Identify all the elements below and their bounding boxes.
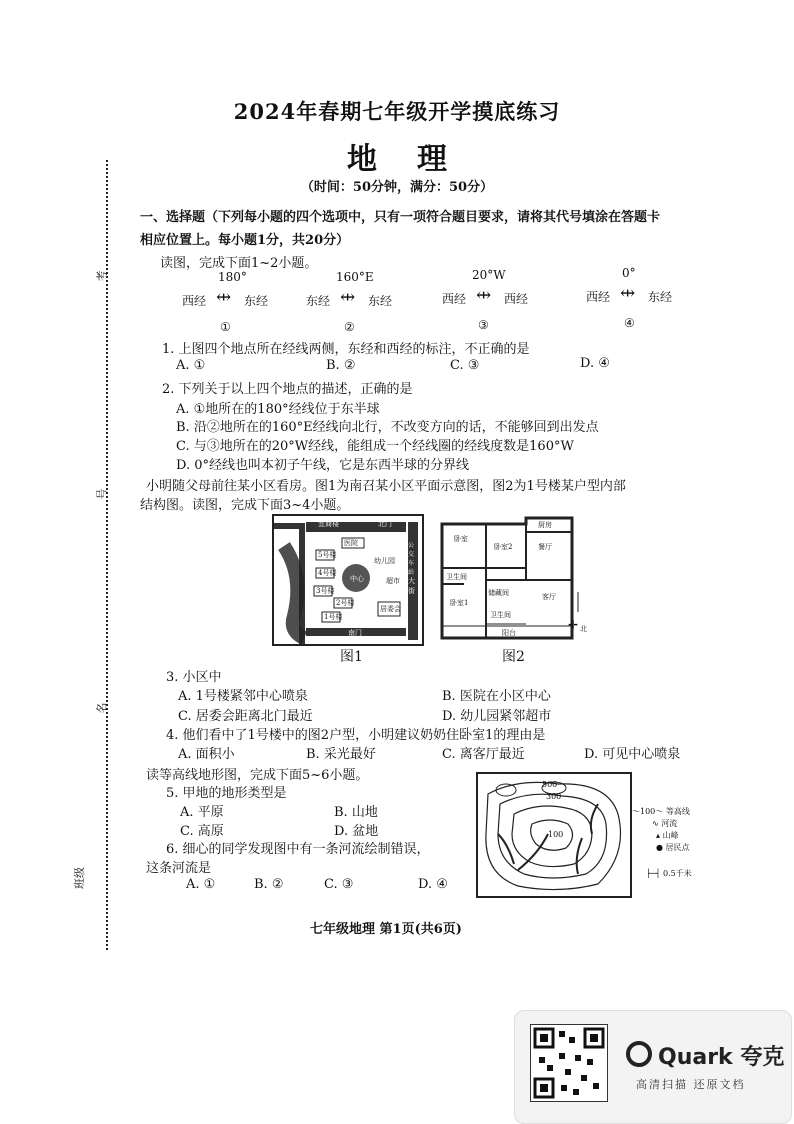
contour-value: 100	[548, 830, 564, 839]
page-footer: 七年级地理 第1页(共6页)	[310, 922, 462, 937]
q3-option-b: B. 医院在小区中心	[442, 689, 551, 704]
question-5-stem: 5. 甲地的地形类型是	[166, 786, 287, 801]
figure-1-caption: 图1	[340, 649, 363, 665]
question-6-stem-2: 这条河流是	[146, 861, 212, 876]
river-icon: ∿	[652, 819, 659, 828]
legend-contour-label: 等高线	[665, 807, 690, 816]
room-label: 客厅	[542, 593, 556, 601]
q5-option-d: D. 盆地	[334, 824, 379, 839]
room-label: 卧室	[454, 535, 468, 543]
compass-1	[172, 270, 282, 336]
q1-option-a: A. ①	[176, 358, 206, 373]
map-label: 幼儿园	[374, 557, 395, 565]
map-label: 居委会	[380, 605, 401, 613]
q5-option-a: A. 平原	[180, 805, 224, 820]
map-label: 2号楼	[336, 599, 355, 607]
west-east-label: 西经	[182, 294, 207, 308]
question-4-stem: 4. 他们看中了1号楼中的图2户型，小明建议奶奶住卧室1的理由是	[166, 728, 546, 743]
compass-4	[576, 266, 686, 332]
q2-option-b: B. 沿②地所在的160°E经线向北行，不改变方向的话，不能够回到出发点	[176, 420, 599, 435]
q1-option-c: C. ③	[450, 358, 480, 373]
map-label: 3号楼	[316, 587, 335, 595]
compass-3	[432, 268, 542, 334]
quark-tagline: 高清扫描 还原文档	[636, 1078, 746, 1091]
intro-3-4-line1: 小明随父母前往某小区看房。图1为南召某小区平面示意图，图2为1号楼某户型内部	[146, 479, 626, 494]
margin-mark: 考	[95, 270, 109, 282]
question-3-stem: 3. 小区中	[166, 670, 222, 685]
legend-river-label: 河流	[661, 819, 678, 828]
map-label: 4号楼	[318, 569, 337, 577]
qr-code-svg	[531, 1025, 607, 1101]
margin-mark: 名	[95, 702, 109, 714]
compass-2	[296, 270, 406, 336]
point-number: ③	[478, 318, 489, 332]
intro-5-6: 读等高线地形图，完成下面5~6小题。	[146, 768, 369, 783]
figure-2-floor-plan	[440, 514, 600, 642]
map-label: 公交车站	[408, 542, 415, 576]
room-label: 卧室1	[450, 599, 469, 607]
north-arrow-icon: ✛	[568, 618, 579, 632]
q6-option-a: A. ①	[186, 877, 216, 892]
q1-option-b: B. ②	[326, 358, 356, 373]
cross-arrow-icon: ⇹	[216, 287, 232, 308]
q5-option-b: B. 山地	[334, 805, 378, 820]
cross-arrow-icon: ⇹	[620, 283, 636, 304]
contour-value: 300	[546, 792, 562, 801]
west-east-label: 东经	[244, 294, 269, 308]
point-number: ①	[220, 320, 231, 334]
room-label: 阳台	[502, 629, 516, 637]
time-info: （时间：50分钟，满分：50分）	[300, 180, 494, 195]
room-label: 卫生间	[446, 573, 467, 581]
point-number: ②	[344, 320, 355, 334]
exam-title: 2024年春期七年级开学摸底练习	[233, 99, 561, 124]
q4-option-b: B. 采光最好	[306, 747, 376, 762]
q3-option-c: C. 居委会距离北门最近	[178, 709, 313, 724]
legend-peak	[632, 830, 702, 842]
q3-option-a: A. 1号楼紧邻中心喷泉	[178, 689, 308, 704]
meridian-label: 180°	[218, 270, 247, 284]
q3-option-d: D. 幼儿园紧邻超市	[442, 709, 552, 724]
figure-1-community-map	[272, 514, 424, 646]
margin-mark: 号	[95, 488, 109, 500]
q2-option-c: C. 与③地所在的20°W经线，能组成一个经线圈的经线度数是160°W	[176, 439, 574, 454]
question-1-stem: 1. 上图四个地点所在经线两侧，东经和西经的标注，不正确的是	[162, 342, 530, 357]
west-east-label: 西经	[586, 290, 611, 304]
contour-map	[476, 772, 632, 898]
q6-option-d: D. ④	[418, 877, 448, 892]
north-label: 北	[580, 625, 587, 633]
room-label: 储藏间	[488, 589, 509, 597]
contour-line-icon: 〜100〜	[632, 807, 664, 816]
q1-option-d: D. ④	[580, 356, 610, 371]
intro-3-4-line2: 结构图。读图，完成下面3~4小题。	[140, 498, 350, 513]
q6-option-c: C. ③	[324, 877, 354, 892]
map-label: 南门	[348, 629, 362, 637]
cross-arrow-icon: ⇹	[476, 285, 492, 306]
contour-value: 500	[542, 780, 558, 789]
west-east-label: 西经	[442, 292, 467, 306]
settlement-icon: ●	[656, 843, 663, 852]
section-heading-2: 相应位置上。每小题1分，共20分）	[140, 233, 350, 248]
quark-logo-icon	[626, 1041, 652, 1067]
meridian-label: 160°E	[336, 270, 374, 284]
subject-title: 地理	[347, 142, 487, 177]
west-east-label: 西经	[504, 292, 529, 306]
room-label: 厨房	[538, 521, 552, 529]
map-label: 1号楼	[324, 613, 343, 621]
west-east-label: 东经	[306, 294, 331, 308]
west-east-label: 东经	[368, 294, 393, 308]
map-label: 大街	[408, 577, 415, 595]
legend-peak-label: 山峰	[662, 831, 679, 840]
meridian-label: 0°	[622, 266, 636, 280]
map-label: 超市	[386, 577, 400, 585]
q6-option-b: B. ②	[254, 877, 284, 892]
room-label: 卫生间	[490, 611, 511, 619]
section-heading: 一、选择题（下列每小题的四个选项中，只有一项符合题目要求，请将其代号填涂在答题卡	[140, 210, 661, 225]
map-label: 北门	[378, 520, 392, 528]
peak-icon: ▴	[656, 831, 661, 840]
map-label: 中心	[350, 575, 364, 583]
room-label: 卧室2	[494, 543, 513, 551]
meridian-label: 20°W	[472, 268, 506, 282]
legend-contour	[632, 806, 702, 818]
q2-option-d: D. 0°经线也叫本初子午线，它是东西半球的分界线	[176, 458, 469, 473]
map-label: 宜商楼	[318, 520, 339, 528]
q2-option-a: A. ①地所在的180°经线位于东半球	[176, 402, 380, 417]
legend-settlement	[632, 842, 702, 854]
scale-bar-icon: ├─┤	[646, 869, 661, 878]
cross-arrow-icon: ⇹	[340, 287, 356, 308]
qr-code-icon[interactable]	[530, 1024, 608, 1102]
point-number: ④	[624, 316, 635, 330]
legend-scale-label: 0.5千米	[663, 869, 692, 878]
q4-option-c: C. 离客厅最近	[442, 747, 525, 762]
quark-brand: Quark 夸克	[658, 1045, 785, 1070]
legend-scale	[632, 868, 702, 880]
question-6-stem: 6. 细心的同学发现图中有一条河流绘制错误，	[166, 842, 430, 857]
legend-settlement-label: 居民点	[665, 843, 690, 852]
map-label: 医院	[344, 539, 358, 547]
q5-option-c: C. 高原	[180, 824, 224, 839]
q4-option-a: A. 面积小	[178, 747, 235, 762]
west-east-label: 东经	[648, 290, 673, 304]
map-label: 5号楼	[318, 551, 337, 559]
question-2-stem: 2. 下列关于以上四个地点的描述，正确的是	[162, 382, 413, 397]
room-label: 餐厅	[538, 543, 552, 551]
contour-legend	[632, 806, 702, 880]
q4-option-d: D. 可见中心喷泉	[584, 747, 681, 762]
margin-mark: 班级	[73, 867, 86, 889]
intro-1-2: 读图，完成下面1~2小题。	[160, 256, 318, 271]
figure-2-caption: 图2	[502, 649, 525, 665]
legend-river	[632, 818, 702, 830]
